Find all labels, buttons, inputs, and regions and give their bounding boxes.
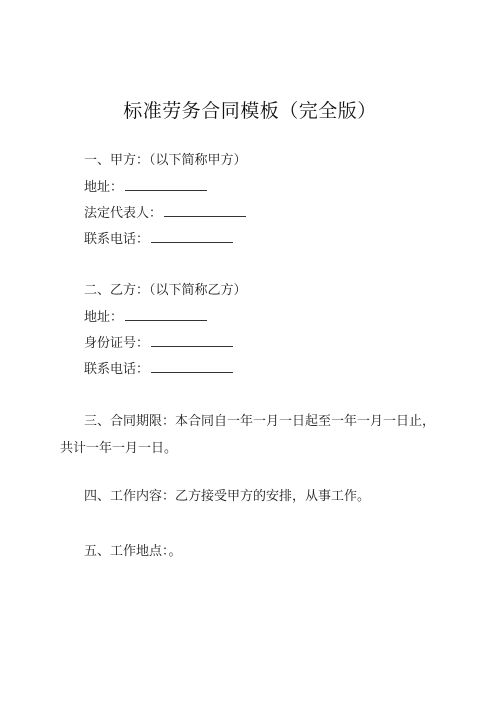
party-b-phone-row bbox=[84, 361, 233, 379]
party-b-phone-label: 联系电话： bbox=[84, 362, 150, 377]
party-b-address-label: 地址： bbox=[84, 310, 124, 325]
party-a-phone-label: 联系电话： bbox=[84, 232, 150, 247]
party-a-phone-blank bbox=[151, 232, 233, 243]
party-b-address-blank bbox=[125, 310, 207, 321]
party-a-legal-rep-label: 法定代表人： bbox=[84, 206, 163, 221]
party-a-legal-rep-blank bbox=[164, 206, 246, 217]
party-a-address-label: 地址： bbox=[84, 180, 124, 195]
party-a-heading: 一、甲方：（以下简称甲方） bbox=[84, 153, 247, 168]
party-b-address-row bbox=[84, 309, 207, 327]
document-title: 标准劳务合同模板（完全版） bbox=[123, 100, 377, 122]
party-a-phone-row bbox=[84, 231, 233, 249]
party-b-id-label: 身份证号： bbox=[84, 336, 150, 351]
party-b-heading: 二、乙方：（以下简称乙方） bbox=[84, 283, 247, 298]
party-b-phone-blank bbox=[151, 362, 233, 373]
party-a-legal-rep-row bbox=[84, 205, 246, 223]
party-a-address-row bbox=[84, 179, 207, 197]
party-b-id-row bbox=[84, 335, 233, 353]
party-b-id-blank bbox=[151, 336, 233, 347]
clause-work-location: 五、工作地点：。 bbox=[84, 544, 182, 559]
clause-term: 三、合同期限：本合同自一年一月一日起至一年一月一日止，共计一年一月一日。 bbox=[60, 414, 436, 456]
party-a-address-blank bbox=[125, 180, 207, 191]
clause-work-content: 四、工作内容：乙方接受甲方的安排，从事工作。 bbox=[84, 489, 371, 504]
